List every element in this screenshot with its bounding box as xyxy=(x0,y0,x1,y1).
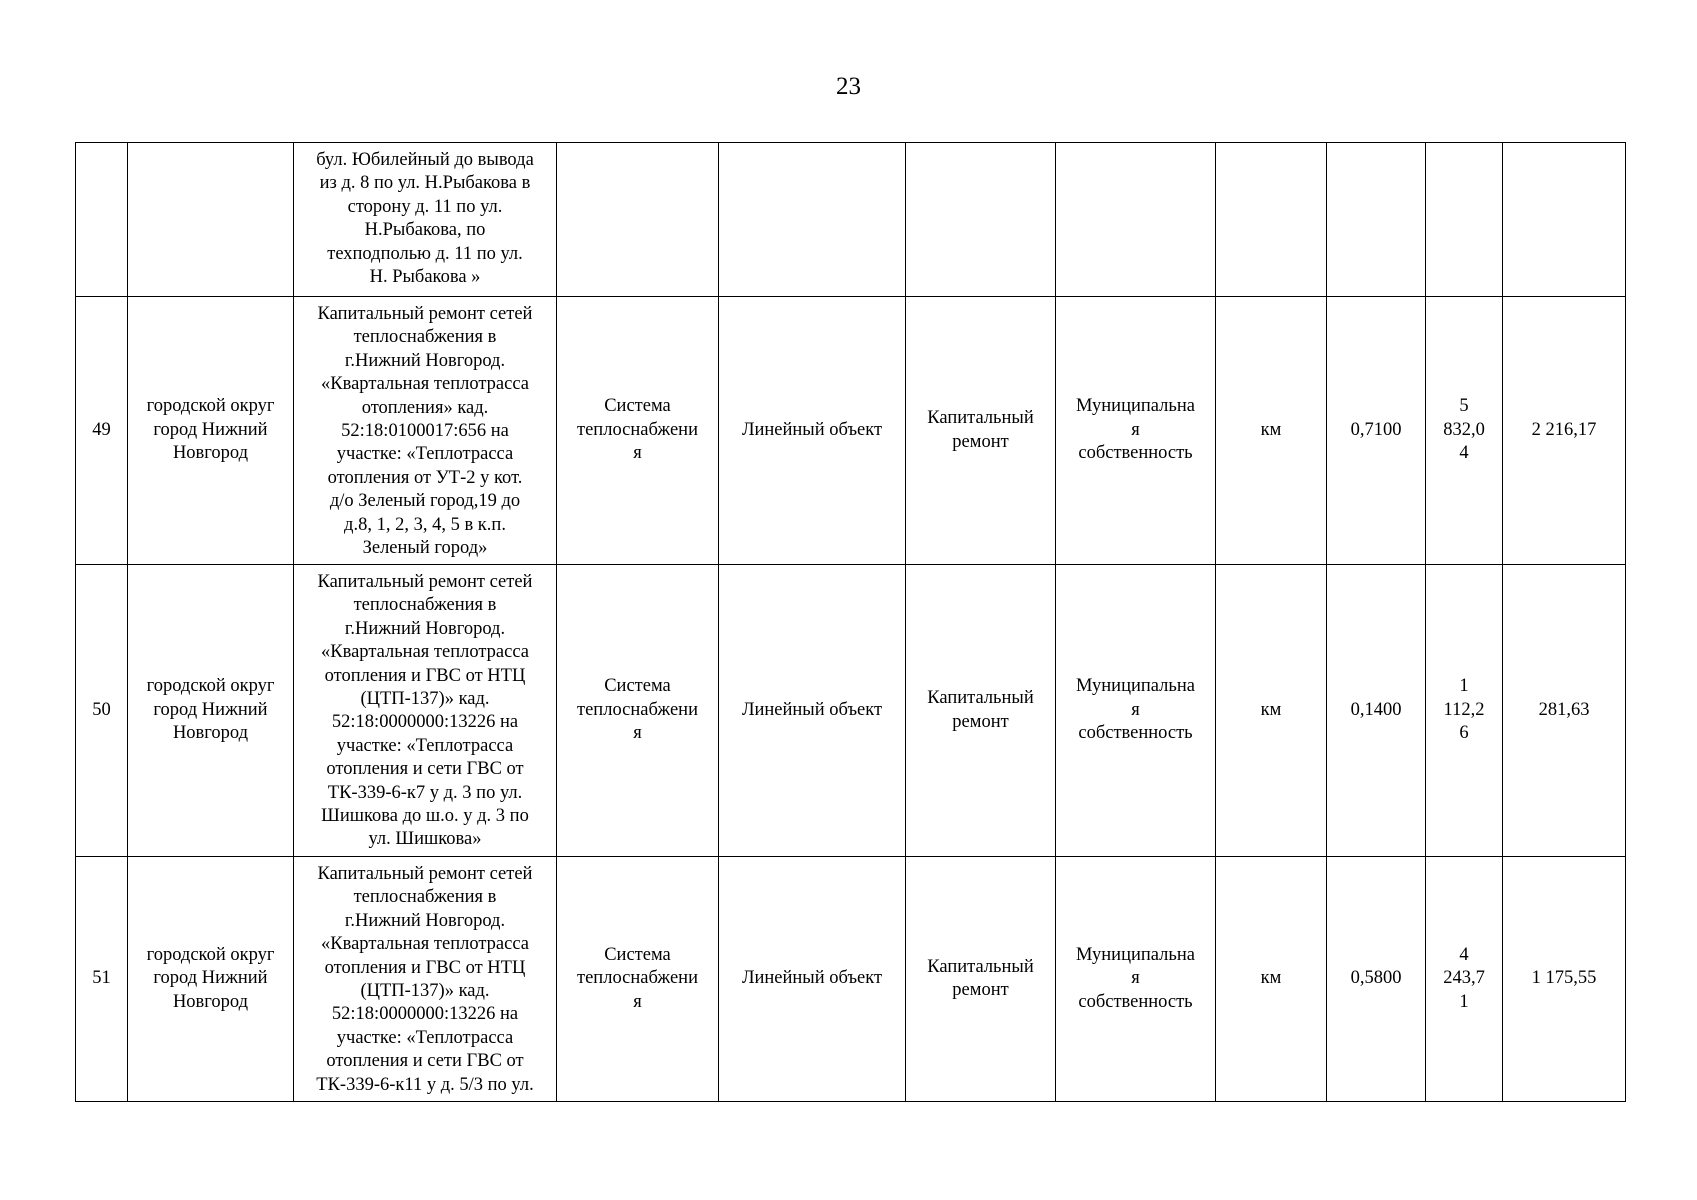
cell-work-type: Капитальный ремонт xyxy=(906,297,1056,565)
cell-system: Система теплоснабжени я xyxy=(557,857,719,1102)
cell-ownership: Муниципальна я собственность xyxy=(1056,565,1216,857)
cell-total xyxy=(1503,143,1626,297)
cell-object-type: Линейный объект xyxy=(719,857,906,1102)
table-row xyxy=(76,857,1626,1102)
cell-total: 281,63 xyxy=(1503,565,1626,857)
cell-cost xyxy=(1426,143,1503,297)
cell-quantity xyxy=(1327,143,1426,297)
cell-total: 1 175,55 xyxy=(1503,857,1626,1102)
cell-work-type: Капитальный ремонт xyxy=(906,857,1056,1102)
cell-object-name: Капитальный ремонт сетей теплоснабжения в г.Нижний Новгород. «Квартальная теплотрасса отопления» кад. 52:18:0100017:656 на участке: «Теплотрасса отопления от УТ-2 у кот. д/о Зеленый город,19 до д.8, 1, 2, 3, 4, 5 в к.п. Зеленый город» xyxy=(294,297,557,565)
cell-work-type xyxy=(906,143,1056,297)
cell-municipality xyxy=(128,143,294,297)
cell-ownership xyxy=(1056,143,1216,297)
cell-total: 2 216,17 xyxy=(1503,297,1626,565)
cell-municipality: городской округ город Нижний Новгород xyxy=(128,565,294,857)
cell-ownership: Муниципальна я собственность xyxy=(1056,297,1216,565)
cell-object-type xyxy=(719,143,906,297)
cell-system: Система теплоснабжени я xyxy=(557,297,719,565)
cell-cost: 1 112,2 6 xyxy=(1426,565,1503,857)
cell-unit: км xyxy=(1216,297,1327,565)
table-row xyxy=(76,565,1626,857)
cell-object-name: Капитальный ремонт сетей теплоснабжения в г.Нижний Новгород. «Квартальная теплотрасса отопления и ГВС от НТЦ (ЦТП-137)» кад. 52:18:0000000:13226 на участке: «Теплотрасса отопления и сети ГВС от ТК-339-6-к7 у д. 3 по ул. Шишкова до ш.о. у д. 3 по ул. Шишкова» xyxy=(294,565,557,857)
cell-municipality: городской округ город Нижний Новгород xyxy=(128,297,294,565)
cell-object-name: Капитальный ремонт сетей теплоснабжения в г.Нижний Новгород. «Квартальная теплотрасса отопления и ГВС от НТЦ (ЦТП-137)» кад. 52:18:0000000:13226 на участке: «Теплотрасса отопления и сети ГВС от ТК-339-6-к11 у д. 5/3 по ул. xyxy=(294,857,557,1102)
cell-unit: км xyxy=(1216,565,1327,857)
cell-quantity: 0,5800 xyxy=(1327,857,1426,1102)
page-number: 23 xyxy=(836,73,861,100)
cell-unit xyxy=(1216,143,1327,297)
cell-ownership: Муниципальна я собственность xyxy=(1056,857,1216,1102)
table-row xyxy=(76,297,1626,565)
cell-quantity: 0,1400 xyxy=(1327,565,1426,857)
cell-quantity: 0,7100 xyxy=(1327,297,1426,565)
cell-system xyxy=(557,143,719,297)
cell-cost: 5 832,0 4 xyxy=(1426,297,1503,565)
table-row-continuation xyxy=(76,143,1626,297)
cell-object-type: Линейный объект xyxy=(719,297,906,565)
works-table xyxy=(75,142,1626,1102)
cell-num xyxy=(76,143,128,297)
cell-work-type: Капитальный ремонт xyxy=(906,565,1056,857)
cell-object-type: Линейный объект xyxy=(719,565,906,857)
cell-num: 49 xyxy=(76,297,128,565)
cell-object-name: бул. Юбилейный до вывода из д. 8 по ул. Н.Рыбакова в сторону д. 11 по ул. Н.Рыбакова, по техподполью д. 11 по ул. Н. Рыбакова » xyxy=(294,143,557,297)
cell-num: 51 xyxy=(76,857,128,1102)
cell-system: Система теплоснабжени я xyxy=(557,565,719,857)
cell-unit: км xyxy=(1216,857,1327,1102)
cell-municipality: городской округ город Нижний Новгород xyxy=(128,857,294,1102)
cell-cost: 4 243,7 1 xyxy=(1426,857,1503,1102)
cell-num: 50 xyxy=(76,565,128,857)
